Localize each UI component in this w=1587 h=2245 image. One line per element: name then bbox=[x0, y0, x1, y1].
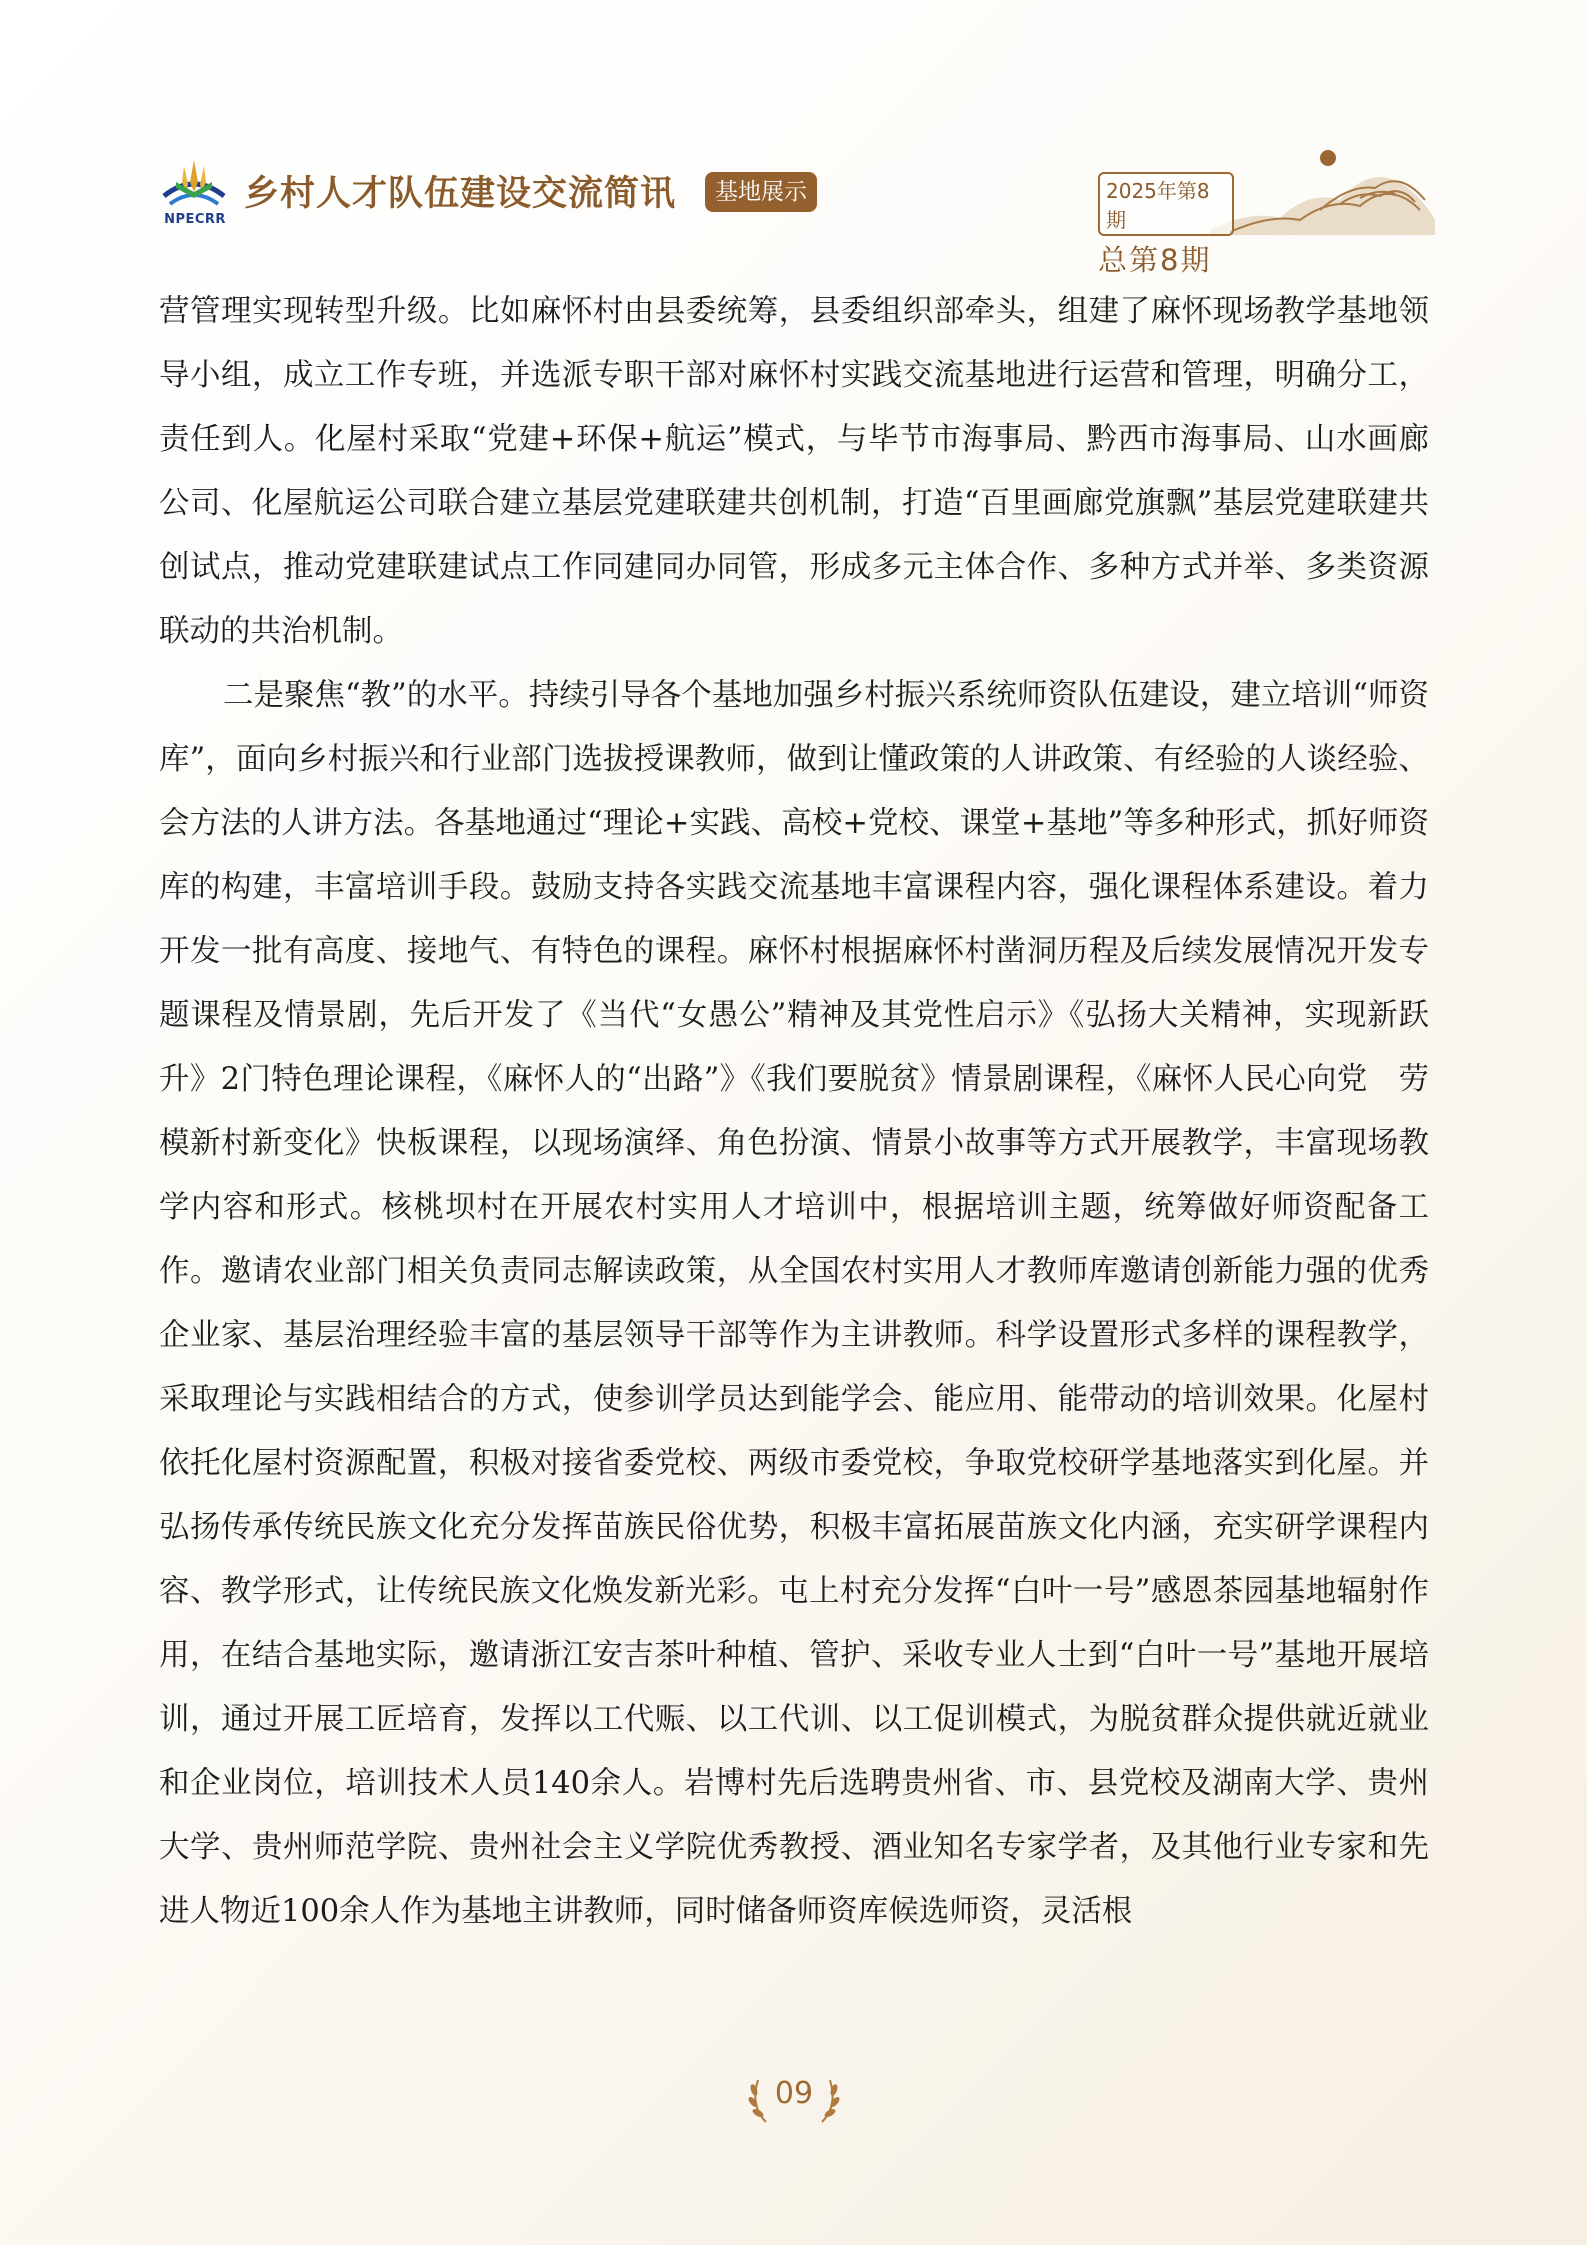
newsletter-title: 乡村人才队伍建设交流简讯 bbox=[244, 174, 677, 214]
paragraph: 营管理实现转型升级。比如麻怀村由县委统筹，县委组织部牵头，组建了麻怀现场教学基地领导小组，成立工作专班，并选派专职干部对麻怀村实践交流基地进行运营和管理，明确分工，责任到人。化屋村采取“党建+环保+航运”模式，与毕节市海事局、黔西市海事局、山水画廊公司、化屋航运公司联合建立基层党建联建共创机制，打造“百里画廊党旗飘”基层党建联建共创试点，推动党建联建试点工作同建同办同管，形成多元主体合作、多种方式并举、多类资源联动的共治机制。 bbox=[159, 294, 1429, 649]
issue-info bbox=[1098, 172, 1234, 279]
mountain-sun-icon bbox=[1210, 140, 1435, 235]
page-header bbox=[0, 0, 1587, 277]
section-tag: 基地展示 bbox=[705, 172, 817, 212]
issue-year: 2025年第8期 bbox=[1098, 172, 1234, 236]
page-number: 09 bbox=[774, 2076, 814, 2111]
article-body bbox=[159, 280, 1429, 1944]
paragraph: 二是聚焦“教”的水平。持续引导各个基地加强乡村振兴系统师资队伍建设，建立培训“师资库”，面向乡村振兴和行业部门选拔授课教师，做到让懂政策的人讲政策、有经验的人谈经验、会方法的人讲方法。各基地通过“理论+实践、高校+党校、课堂+基地”等多种形式，抓好师资库的构建，丰富培训手段。鼓励支持各实践交流基地丰富课程内容，强化课程体系建设。着力开发一批有高度、接地气、有特色的课程。麻怀村根据麻怀村凿洞历程及后续发展情况开发专题课程及情景剧，先后开发了《当代“女愚公”精神及其党性启示》《弘扬大关精神，实现新跃升》2门特色理论课程，《麻怀人的“出路”》《我们要脱贫》情景剧课程，《麻怀人民心向党 劳模新村新变化》快板课程，以现场演绎、角色扮演、情景小故事等方式开展教学，丰富现场教学内容和形式。核桃坝村在开展农村实用人才培训中，根据培训主题，统筹做好师资配备工作。邀请农业部门相关负责同志解读政策，从全国农村实用人才教师库邀请创新能力强的优秀企业家、基层治理经验丰富的基层领导干部等作为主讲教师。科学设置形式多样的课程教学，采取理论与实践相结合的方式，使参训学员达到能学会、能应用、能带动的培训效果。化屋村依托化屋村资源配置，积极对接省委党校、两级市委党校，争取党校研学基地落实到化屋。并弘扬传承传统民族文化充分发挥苗族民俗优势，积极丰富拓展苗族文化内涵，充实研学课程内容、教学形式，让传统民族文化焕发新光彩。屯上村充分发挥“白叶一号”感恩茶园基地辐射作用，在结合基地实际，邀请浙江安吉茶叶种植、管护、采收专业人士到“白叶一号”基地开展培训，通过开展工匠培育，发挥以工代赈、以工代训、以工促训模式，为脱贫群众提供就近就业和企业岗位，培训技术人员140余人。岩博村先后选聘贵州省、市、县党校及湖南大学、贵州大学、贵州师范学院、贵州社会主义学院优秀教授、酒业知名专家学者，及其他行业专家和先进人物近100余人作为基地主讲教师，同时储备师资库候选师资，灵活根 bbox=[159, 678, 1429, 1929]
logo-text: NPECRR bbox=[164, 212, 226, 227]
page-footer bbox=[744, 2070, 844, 2130]
issue-total: 总第8期 bbox=[1098, 243, 1212, 277]
